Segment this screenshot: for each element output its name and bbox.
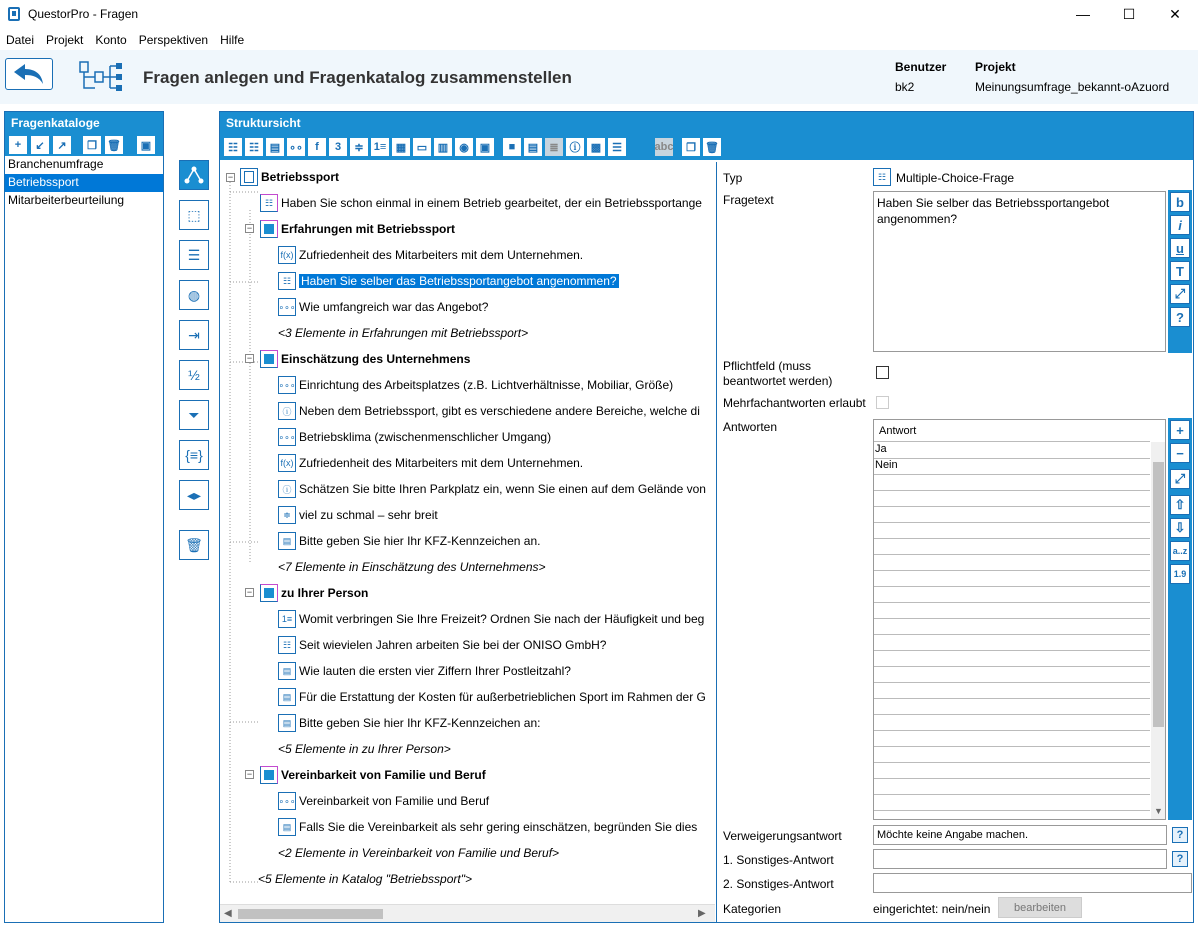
answer-grid-line: [874, 474, 1150, 475]
answer-grid-line: [874, 570, 1150, 571]
menu-hilfe[interactable]: Hilfe: [220, 33, 245, 47]
answer-grid-line: [874, 506, 1150, 507]
copy-catalog-icon[interactable]: ❐: [83, 136, 101, 154]
structure-tree: [220, 162, 715, 922]
new-image-icon[interactable]: ▣: [476, 138, 494, 156]
menu-datei[interactable]: Datei: [6, 33, 35, 47]
tree-row-label: zu Ihrer Person: [281, 586, 369, 600]
dots-question-icon: ∘∘∘: [278, 428, 296, 446]
edit-categories-button[interactable]: bearbeiten: [998, 897, 1082, 918]
other2-label: 2. Sonstiges-Antwort: [723, 877, 834, 891]
collapse-root-toggle[interactable]: −: [227, 172, 234, 182]
text-question-icon: ▤: [278, 532, 296, 550]
new-textfield-icon[interactable]: ▭: [413, 138, 431, 156]
tree-summary: [278, 557, 546, 577]
tree-question[interactable]: [278, 375, 673, 395]
answer-grid-line: [874, 730, 1150, 731]
user-value: bk2: [895, 80, 915, 94]
spellcheck-icon[interactable]: abc: [655, 138, 673, 156]
sort-numeric-icon[interactable]: 1.9: [1170, 564, 1190, 584]
text-question-icon: ▤: [278, 662, 296, 680]
catalog-item[interactable]: Mitarbeiterbeurteilung: [8, 193, 125, 207]
copy-element-icon[interactable]: ❐: [682, 138, 700, 156]
other1-input[interactable]: [873, 849, 1167, 869]
mc-question-icon: ☷: [278, 272, 296, 290]
fragetext-label: Fragetext: [723, 193, 774, 207]
type-label: Typ: [723, 171, 743, 185]
tree-summary: [258, 869, 472, 889]
answers-vscrollbar[interactable]: [1151, 442, 1166, 820]
italic-icon[interactable]: i: [1170, 215, 1190, 235]
catalogs-toolbar: [5, 134, 163, 156]
new-rank-icon[interactable]: 1≡: [371, 138, 389, 156]
answers-toolbar: [1168, 418, 1192, 820]
group-question-icon: [260, 766, 278, 784]
answers-header: Antwort: [874, 420, 1150, 442]
new-separator-icon[interactable]: ≣: [545, 138, 563, 156]
properties-panel: [718, 162, 1193, 922]
new-formula-icon[interactable]: f: [308, 138, 326, 156]
other1-help-icon[interactable]: ?: [1172, 851, 1188, 867]
multi-label: Mehrfachantworten erlaubt: [723, 396, 866, 410]
group-question-icon: [260, 220, 278, 238]
tree-row-label: <7 Elemente in Einschätzung des Unternehmens>: [278, 560, 546, 574]
answers-table: [873, 419, 1166, 820]
answer-grid-line: [874, 538, 1150, 539]
add-answer-icon[interactable]: +: [1170, 420, 1190, 440]
delete-element-icon[interactable]: 🗑: [703, 138, 721, 156]
menu-konto[interactable]: Konto: [95, 33, 127, 47]
tree-group[interactable]: [260, 349, 470, 369]
tree-summary: [278, 739, 451, 759]
dots-question-icon: ∘∘∘: [278, 792, 296, 810]
structure-view-icon[interactable]: [179, 160, 209, 190]
new-scale-icon[interactable]: ∘∘: [287, 138, 305, 156]
mc-question-icon: ☷: [260, 194, 278, 212]
project-label: Projekt: [975, 60, 1016, 74]
tree-question[interactable]: [278, 531, 540, 551]
user-label: Benutzer: [895, 60, 947, 74]
fx-question-icon: f(x): [278, 454, 296, 472]
tree-row-label: <2 Elemente in Vereinbarkeit von Familie und Beruf>: [278, 846, 560, 860]
tree-row-label: Erfahrungen mit Betriebssport: [281, 222, 456, 236]
maximize-button[interactable]: ☐: [1122, 5, 1136, 22]
answer-grid-line: [874, 746, 1150, 747]
new-media-icon[interactable]: ▩: [587, 138, 605, 156]
text-question-icon: ▤: [278, 714, 296, 732]
close-button[interactable]: ✕: [1169, 5, 1181, 22]
answer-grid-line: [874, 554, 1150, 555]
move-down-icon[interactable]: ⇩: [1170, 518, 1190, 538]
fx-question-icon: f(x): [278, 246, 296, 264]
scroll-left-icon[interactable]: ◀: [224, 908, 232, 919]
tree-row-label: <5 Elemente in Katalog "Betriebssport">: [258, 872, 472, 886]
answer-grid-line: [874, 682, 1150, 683]
window-title: QuestorPro - Fragen: [28, 7, 139, 21]
questorpro-icon: [8, 7, 20, 21]
dots-question-icon: ∘∘∘: [278, 298, 296, 316]
page-header: [0, 50, 1198, 104]
new-text-icon[interactable]: ▤: [266, 138, 284, 156]
split-view-icon[interactable]: ◂▸: [179, 480, 209, 510]
variables-view-icon[interactable]: {≡}: [179, 440, 209, 470]
tree-row-label: Haben Sie schon einmal in einem Betrieb gearbeitet, der ein Betriebssportange: [281, 196, 702, 210]
tree-row-label: Haben Sie selber das Betriebssportangebot angenommen?: [301, 274, 617, 288]
back-button[interactable]: [5, 58, 53, 90]
answer-grid-line: [874, 602, 1150, 603]
tree-summary: [278, 323, 528, 343]
collapse-group-toggle[interactable]: −: [246, 353, 253, 363]
text-question-icon: ▤: [278, 688, 296, 706]
tree-question[interactable]: [278, 479, 706, 499]
structure-toolbar: [220, 134, 1193, 160]
refusal-input[interactable]: [873, 825, 1167, 845]
scroll-right-icon[interactable]: ▶: [698, 908, 706, 919]
answer-grid-line: [874, 778, 1150, 779]
required-checkbox[interactable]: [876, 366, 889, 379]
project-value: Meinungsumfrage_bekannt-oAzuord: [975, 80, 1170, 94]
answer-grid-line: [874, 586, 1150, 587]
numbering-view-icon[interactable]: ½: [179, 360, 209, 390]
tree-row-label: Wie lauten die ersten vier Ziffern Ihrer Postleitzahl?: [299, 664, 571, 678]
tree-row-label: <5 Elemente in zu Ihrer Person>: [278, 742, 451, 756]
title-bar: [0, 0, 1198, 28]
tree-row-label: Bitte geben Sie hier Ihr KFZ-Kennzeichen an:: [299, 716, 541, 730]
answer-grid-line: [874, 794, 1150, 795]
scroll-thumb[interactable]: [238, 909, 383, 919]
answer-grid-line: [874, 698, 1150, 699]
answer-grid-line: [874, 650, 1150, 651]
new-slider-icon[interactable]: ≑: [350, 138, 368, 156]
info-question-icon: ⓘ: [278, 480, 296, 498]
new-numeric-icon[interactable]: 3: [329, 138, 347, 156]
collapse-group-toggle[interactable]: −: [246, 587, 253, 597]
language-view-icon[interactable]: ◍: [179, 280, 209, 310]
delete-catalog-icon[interactable]: 🗑: [105, 136, 123, 154]
tree-row-label: viel zu schmal – sehr breit: [299, 508, 438, 522]
tree-root[interactable]: Betriebssport: [240, 167, 339, 187]
answer-grid-line: [874, 522, 1150, 523]
catalog-item-selected[interactable]: Betriebssport: [5, 174, 163, 192]
refusal-label: Verweigerungsantwort: [723, 829, 842, 843]
new-group-icon[interactable]: ■: [503, 138, 521, 156]
answer-row-nein[interactable]: Nein: [875, 459, 898, 471]
tree-question[interactable]: [278, 271, 619, 291]
tree-row-label: Bitte geben Sie hier Ihr KFZ-Kennzeichen an.: [299, 534, 541, 548]
catalogs-list: [5, 156, 163, 210]
tree-question[interactable]: [278, 687, 706, 707]
tree-row-label: Vereinbarkeit von Familie und Beruf: [299, 794, 490, 808]
textarea-question-icon: ▤: [278, 818, 296, 836]
mc-question-icon: ☷: [873, 168, 891, 186]
tree-row-label: Seit wievielen Jahren arbeiten Sie bei der ONISO GmbH?: [299, 638, 607, 652]
categories-label: Kategorien: [723, 902, 782, 916]
tree-question[interactable]: [260, 193, 702, 213]
slider-question-icon: ≑: [278, 506, 296, 524]
menu-projekt[interactable]: Projekt: [46, 33, 84, 47]
new-info-icon[interactable]: ⓘ: [566, 138, 584, 156]
required-label: Pflichtfeld (muss beantwortet werden): [723, 359, 833, 388]
export-catalog-icon[interactable]: ↗: [53, 136, 71, 154]
underline-icon[interactable]: u: [1170, 238, 1190, 258]
catalog-icon: [240, 168, 258, 186]
tree-group[interactable]: [260, 765, 486, 785]
tree-summary: [278, 843, 559, 863]
answer-grid-line: [874, 762, 1150, 763]
page-view-icon[interactable]: ☰: [179, 240, 209, 270]
collapse-group-toggle[interactable]: −: [246, 769, 253, 779]
fragetext-editor[interactable]: Haben Sie selber das Betriebssportangebot angenommen?: [873, 191, 1166, 352]
minimize-button[interactable]: —: [1076, 6, 1090, 22]
tree-question[interactable]: [278, 297, 488, 317]
tree-row-label: Vereinbarkeit von Familie und Beruf: [281, 768, 486, 782]
page-title: Fragen anlegen und Fragenkatalog zusammenstellen: [143, 68, 572, 87]
tree-row-label: Schätzen Sie bitte Ihren Parkplatz ein, wenn Sie einen auf dem Gelände von: [299, 482, 706, 496]
new-matrix-icon[interactable]: ☷: [245, 138, 263, 156]
tree-row-label: Falls Sie die Vereinbarkeit als sehr gering einschätzen, begründen Sie dies: [299, 820, 698, 834]
structure-title: Struktursicht: [220, 112, 1193, 134]
new-list-icon[interactable]: ☰: [608, 138, 626, 156]
text-color-icon[interactable]: T: [1170, 261, 1190, 281]
new-page-icon[interactable]: ▤: [524, 138, 542, 156]
catalogs-panel: [4, 111, 164, 923]
expand-editor-icon[interactable]: ⤢: [1170, 284, 1190, 304]
answer-grid-line: [874, 666, 1150, 667]
tree-row-label: Wie umfangreich war das Angebot?: [299, 300, 489, 314]
splitter[interactable]: [716, 162, 717, 922]
layout-view-icon[interactable]: ⬚: [179, 200, 209, 230]
menu-bar: [0, 30, 1198, 50]
refusal-help-icon[interactable]: ?: [1172, 827, 1188, 843]
answer-grid-line: [874, 810, 1150, 811]
tree-group[interactable]: [260, 219, 455, 239]
tree-question[interactable]: [278, 505, 438, 525]
group-question-icon: [260, 350, 278, 368]
remove-answer-icon[interactable]: −: [1170, 443, 1190, 463]
multi-checkbox[interactable]: [876, 396, 889, 409]
rank-question-icon: 1≡: [278, 610, 296, 628]
tree-question[interactable]: [278, 713, 540, 733]
dots-question-icon: ∘∘∘: [278, 376, 296, 394]
mc-question-icon: ☷: [278, 636, 296, 654]
import-catalog-icon[interactable]: ↙: [31, 136, 49, 154]
save-catalog-icon[interactable]: ▣: [137, 136, 155, 154]
branch-view-icon[interactable]: ⇥: [179, 320, 209, 350]
tree-row-label: Neben dem Betriebssport, gibt es verschiedene andere Bereiche, welche di: [299, 404, 700, 418]
tree-row-label: Zufriedenheit des Mitarbeiters mit dem Unternehmen.: [299, 248, 584, 262]
move-up-icon[interactable]: ⇧: [1170, 495, 1190, 515]
bold-icon[interactable]: b: [1170, 192, 1190, 212]
tree-row-label: Zufriedenheit des Mitarbeiters mit dem Unternehmen.: [299, 456, 584, 470]
tree-question[interactable]: [278, 401, 700, 421]
new-mc-question-icon[interactable]: ☷: [224, 138, 242, 156]
collapse-group-toggle[interactable]: −: [246, 223, 253, 233]
type-value: Multiple-Choice-Frage: [896, 171, 1015, 185]
sort-alpha-icon[interactable]: a..z: [1170, 541, 1190, 561]
other2-input[interactable]: [873, 873, 1192, 893]
structure-panel: [219, 111, 1194, 923]
categories-value: eingerichtet: nein/nein: [873, 902, 991, 916]
answer-grid-line: [874, 490, 1150, 491]
back-arrow-icon: [11, 62, 47, 86]
info-question-icon: ⓘ: [278, 402, 296, 420]
tree-question[interactable]: [278, 453, 583, 473]
answer-grid-line: [874, 618, 1150, 619]
other1-label: 1. Sonstiges-Antwort: [723, 853, 834, 867]
tree-question[interactable]: [278, 661, 571, 681]
tree-hscrollbar[interactable]: [220, 904, 715, 922]
tree-group[interactable]: [260, 583, 368, 603]
add-catalog-icon[interactable]: +: [9, 136, 27, 154]
tree-row-label: Einrichtung des Arbeitsplatzes (z.B. Lichtverhältnisse, Mobiliar, Größe): [299, 378, 674, 392]
new-chart-icon[interactable]: ▥: [434, 138, 452, 156]
help-icon[interactable]: ?: [1170, 307, 1190, 327]
new-date-icon[interactable]: ▦: [392, 138, 410, 156]
tree-row-label: Womit verbringen Sie Ihre Freizeit? Ordnen Sie nach der Häufigkeit und beg: [299, 612, 705, 626]
format-toolbar: [1168, 190, 1192, 353]
expand-answers-icon[interactable]: ⤢: [1170, 469, 1190, 489]
trash-icon[interactable]: 🗑: [179, 530, 209, 560]
tree-row-label: Betriebsklima (zwischenmenschlicher Umgang): [299, 430, 552, 444]
answers-scroll-thumb[interactable]: [1153, 462, 1164, 727]
scroll-down-icon[interactable]: ▼: [1154, 806, 1163, 816]
tree-question[interactable]: [278, 245, 583, 265]
tree-question[interactable]: [278, 635, 606, 655]
filter-view-icon[interactable]: ⏷: [179, 400, 209, 430]
answers-label: Antworten: [723, 420, 778, 434]
catalogs-title: Fragenkataloge: [5, 112, 163, 134]
tree-question[interactable]: [278, 817, 697, 837]
group-question-icon: [260, 584, 278, 602]
tree-question[interactable]: [278, 791, 489, 811]
tree-row-label: Einschätzung des Unternehmens: [281, 352, 471, 366]
tree-question[interactable]: [278, 427, 551, 447]
answer-grid-line: [874, 714, 1150, 715]
tree-row-label: Für die Erstattung der Kosten für außerbetrieblichen Sport im Rahmen der G: [299, 690, 706, 704]
question-tree-icon: [78, 60, 128, 94]
answer-grid-line: [874, 634, 1150, 635]
answer-grid-line: [874, 458, 1150, 459]
tree-row-label: <3 Elemente in Erfahrungen mit Betriebssport>: [278, 326, 529, 340]
menu-perspektiven[interactable]: Perspektiven: [138, 33, 209, 47]
catalog-item[interactable]: Branchenumfrage: [8, 157, 104, 171]
new-location-icon[interactable]: ◉: [455, 138, 473, 156]
tree-question[interactable]: [278, 609, 704, 629]
answer-row-ja[interactable]: Ja: [875, 443, 887, 455]
